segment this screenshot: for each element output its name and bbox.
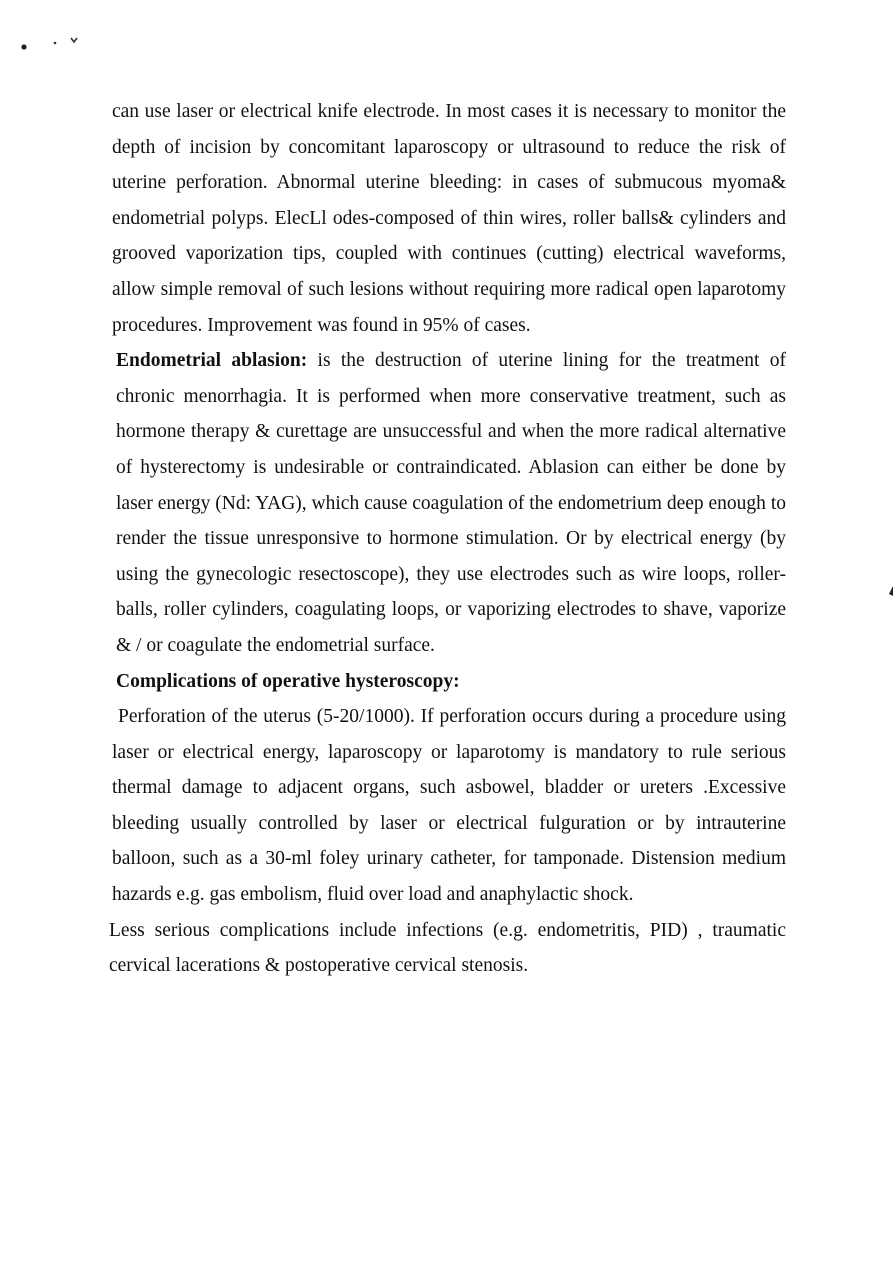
endometrial-ablasion-body: is the destruction of uterine lining for the treatment of chronic menorrhagia. It is performed when more conservative treatment, such as hormone therapy & curettage are unsuccessful and when the more radical alternative of hysterectomy is undesirable or contraindicated. Ablasion can either be done by laser energy (Nd: YAG), which cause coagulation of the endometrium deep enough to render the tissue unresponsive to hormone stimulation. Or by electrical energy (by using the gynecologic resectoscope), they use electrodes such as wire loops, roller-balls, roller cylinders, coagulating loops, or vaporizing electrodes to shave, vaporize & / or coagulate the endometrial surface. — [116, 350, 786, 656]
heading-endometrial-ablasion: Endometrial ablasion: — [116, 350, 308, 372]
document-page — [109, 94, 786, 984]
paragraph-lesion-removal: can use laser or electrical knife electrode. In most cases it is necessary to monitor the depth of incision by concomitant laparoscopy or ultrasound to reduce the risk of uterine perforation. Abnormal uterine bleeding: in cases of submucous myoma& endometrial polyps. ElecLl odes-composed of thin wires, roller balls& cylinders and grooved vaporization tips, coupled with continues (cutting) electrical waveforms, allow simple removal of such lesions without requiring more radical open laparotomy procedures. Improvement was found in 95% of cases. — [112, 101, 786, 336]
scan-speck — [71, 38, 77, 42]
scan-speck — [21, 44, 26, 49]
scan-speck — [889, 586, 893, 596]
scan-speck-marks — [0, 0, 893, 60]
scan-speck — [54, 42, 57, 45]
paragraph-endometrial-ablasion — [112, 343, 786, 663]
paragraph-complications: Perforation of the uterus (5-20/1000). If perforation occurs during a procedure using laser or electrical energy, laparoscopy or laparotomy is mandatory to rule serious thermal damage to adjacent organs, such asbowel, bladder or ureters .Excessive bleeding usually controlled by laser or electrical fulguration or by intrauterine balloon, such as a 30-ml foley urinary catheter, for tamponade. Distension medium hazards e.g. gas embolism, fluid over load and anaphylactic shock. — [112, 706, 786, 906]
edge-scan-mark — [887, 586, 893, 598]
paragraph-less-serious-complications: Less serious complications include infections (e.g. endometritis, PID) , traumatic cervical lacerations & postoperative cervical stenosis. — [109, 919, 786, 977]
heading-complications: Complications of operative hysteroscopy: — [116, 670, 460, 692]
